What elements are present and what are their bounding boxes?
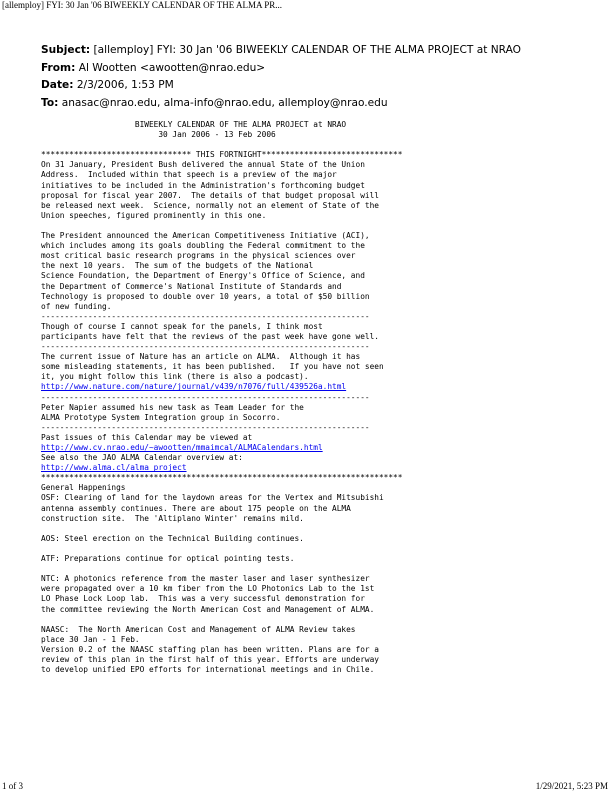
body-line: the Department of Commerce's National Institute of Standards and [41,281,342,291]
body-line: review of this plan in the first half of this year. Efforts are underway [41,654,379,664]
body-line: NTC: A photonics reference from the master laser and laser synthesizer [41,574,370,584]
body-line: 30 Jan 2006 - 13 Feb 2006 [41,130,276,140]
body-line: proposal for fiscal year 2007. The details of that budget proposal will [41,190,379,200]
body-line: ATF: Preparations continue for optical pointing tests. [41,554,295,564]
email-headers [41,42,521,112]
body-link[interactable]: http://www.alma.cl/alma_project [41,463,187,473]
print-timestamp: 1/29/2021, 5:23 PM [535,781,608,791]
body-line: were propagated over a 10 km fiber from the LO Photonics Lab to the 1st [41,584,375,594]
body-line: Union speeches, figured prominently in this one. [41,210,267,220]
body-line [41,564,402,574]
body-line: AOS: Steel erection on the Technical Building continues. [41,533,304,543]
body-line [41,221,402,231]
body-line: participants have felt that the reviews of the past week have gone well. [41,331,379,341]
body-line: place 30 Jan - 1 Feb. [41,634,140,644]
body-line: LO Phase Lock Loop lab. This was a very successful demonstration for [41,594,365,604]
subject-value: [allemploy] FYI: 30 Jan '06 BIWEEKLY CALENDAR OF THE ALMA PROJECT at NRAO [93,44,521,56]
body-link[interactable]: http://www.nature.com/nature/journal/v439/n7076/full/439526a.html [41,382,347,392]
body-line: The President announced the American Competitiveness Initiative (ACI), [41,231,370,241]
body-line: most critical basic research programs in the physical sciences over [41,251,356,261]
body-line: initiatives to be included in the Administration's forthcoming budget [41,180,365,190]
subject-label: Subject: [41,44,91,56]
body-line: Science Foundation, the Department of Energy's Office of Science, and [41,271,365,281]
body-line: which includes among its goals doubling the Federal commitment to the [41,241,365,251]
body-line: ***************************************************************************** [41,473,403,483]
body-line: Though of course I cannot speak for the panels, I think most [41,321,323,331]
date-label: Date: [41,79,74,92]
subject-row [41,42,521,60]
body-line [41,140,402,150]
from-value: Al Wootten <awootten@nrao.edu> [78,61,266,74]
body-line [41,524,402,534]
from-label: From: [41,61,76,74]
body-line: ******************************** THIS FORTNIGHT****************************** [41,150,403,160]
to-label: To: [41,96,59,109]
body-line: the committee reviewing the North American Cost and Management of ALMA. [41,604,375,614]
body-line: The current issue of Nature has an article on ALMA. Although it has [41,352,361,362]
body-line: On 31 January, President Bush delivered the annual State of the Union [41,160,365,170]
body-line: OSF: Clearing of land for the laydown areas for the Vertex and Mitsubishi [41,493,384,503]
body-line: Peter Napier assumed his new task as Team Leader for the [41,402,304,412]
body-line: Technology is proposed to double over 10 years, a total of $50 billion [41,291,370,301]
body-line: Past issues of this Calendar may be viewed at [41,432,253,442]
body-line [41,615,402,625]
to-row [41,95,521,113]
body-line: to develop unified EPO efforts for international meetings and in Chile. [41,665,375,675]
date-value: 2/3/2006, 1:53 PM [76,79,174,92]
print-header-title: [allemploy] FYI: 30 Jan '06 BIWEEKLY CALENDAR OF THE ALMA PR... [2,0,282,10]
email-body [41,120,402,675]
body-line: Address. Included within that speech is a preview of the major [41,170,337,180]
body-line: See also the JAO ALMA Calendar overview at: [41,453,243,463]
body-line: ALMA Prototype System Integration group in Socorro. [41,412,281,422]
date-row [41,77,521,95]
body-line: it, you might follow this link (there is also a podcast). [41,372,309,382]
body-line: be released next week. Science, normally not an element of State of the [41,200,379,210]
body-link[interactable]: http://www.cv.nrao.edu/~awootten/mmaimcal/ALMACalendars.html [41,443,323,452]
body-line: the next 10 years. The sum of the budgets of the National [41,261,314,271]
body-line: of new funding. [41,301,112,311]
body-line: Version 0.2 of the NAASC staffing plan has been written. Plans are for a [41,644,379,654]
body-line: BIWEEKLY CALENDAR OF THE ALMA PROJECT at NRAO [41,120,347,129]
body-line: General Happenings [41,483,126,493]
body-line: construction site. The 'Altiplano Winter' remains mild. [41,513,304,523]
body-line: ---------------------------------------------------------------------- [41,392,370,402]
to-value: anasac@nrao.edu, alma-info@nrao.edu, allemploy@nrao.edu [61,96,388,109]
body-line: some misleading statements, it has been published. If you have not seen [41,362,384,372]
body-line: NAASC: The North American Cost and Management of ALMA Review takes [41,624,356,634]
body-line: ---------------------------------------------------------------------- [41,342,370,352]
from-row [41,60,521,78]
body-line: antenna assembly continues. There are about 175 people on the ALMA [41,503,351,513]
body-line: ---------------------------------------------------------------------- [41,422,370,432]
body-line: ---------------------------------------------------------------------- [41,311,370,321]
body-line [41,544,402,554]
page-number: 1 of 3 [2,781,23,791]
